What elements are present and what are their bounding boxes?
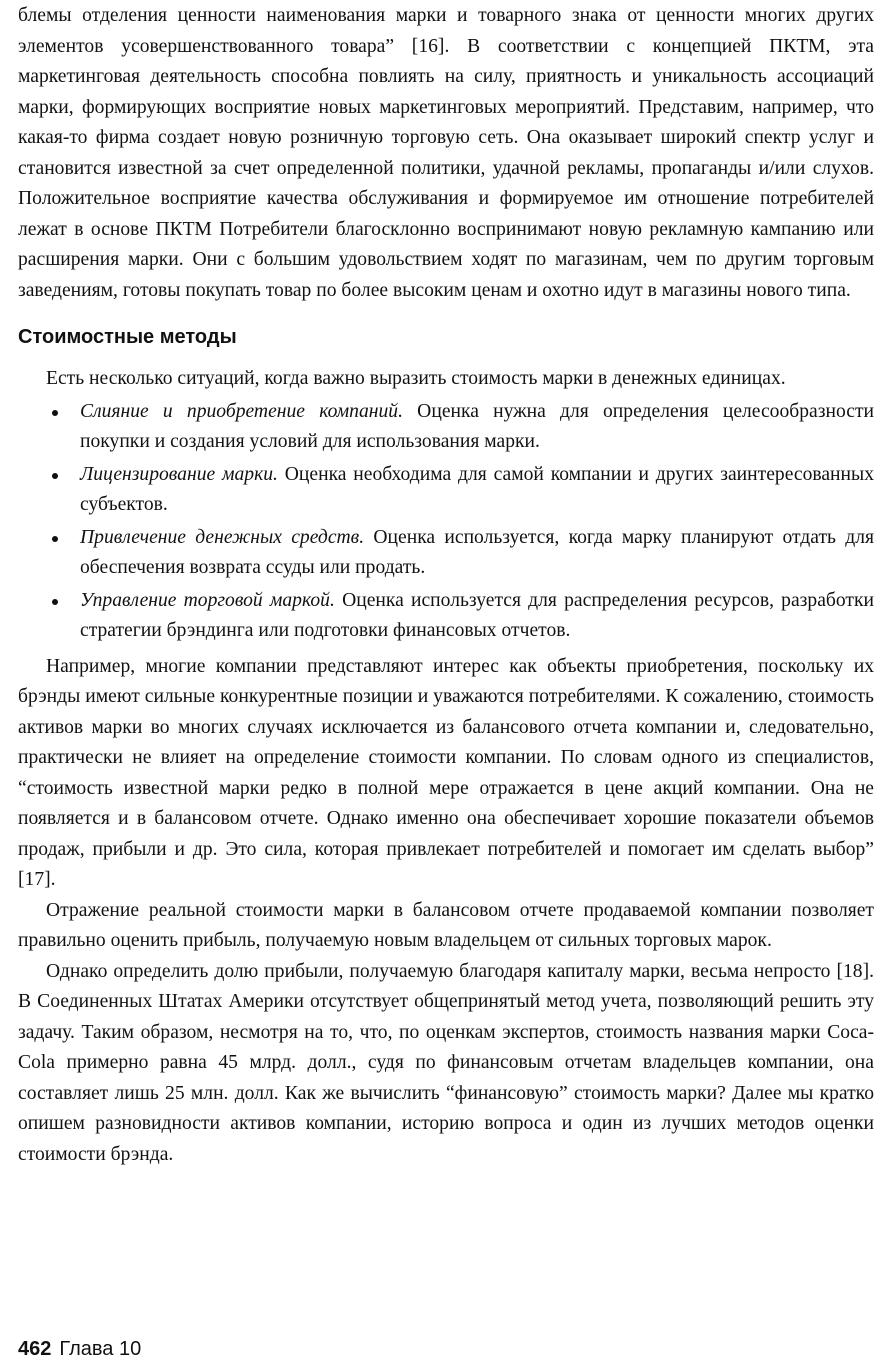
document-page [18, 0, 874, 1368]
bullet-text: Оценка необходима для самой компании и других заинтересованных субъектов. [80, 463, 874, 515]
list-item [18, 586, 874, 646]
bullet-list [18, 397, 874, 646]
body-paragraph: Отражение реальной стоимости марки в балансовом отчете продаваемой компании позволяет правильно оценить прибыль, получаемую новым владельцем от сильных торговых марок. [18, 899, 874, 951]
chapter-label: Глава 10 [59, 1338, 142, 1360]
bullet-text: Оценка нужна для определения целесообразности покупки и создания условий для использования марки. [80, 400, 874, 452]
bullet-icon [52, 410, 58, 416]
page-number: 462 [18, 1338, 52, 1360]
section-heading: Стоимостные методы [18, 326, 237, 348]
body-paragraph: Однако определить долю прибыли, получаемую благодаря капиталу марки, весьма непросто [18]. В Соединенных Штатах Америки отсутствует общепринятый метод учета, позволяющий решить эту задачу. Таким образом, несмотря на то, что, по оценкам экспертов, стоимость названия марки Coca-Cola примерно равна 45 млрд. долл., судя по финансовым отчетам владельцев компании, она составляет лишь 25 млн. долл. Как же вычислить “финансовую” стоимость марки? Далее мы кратко опишем разновидности активов компании, историю вопроса и один из лучших методов оценки стоимости брэнда. [18, 960, 874, 1165]
bullet-term: Привлечение денежных средств. [80, 526, 365, 548]
bullet-term: Управление торговой маркой. [80, 589, 335, 611]
lead-paragraph: Есть несколько ситуаций, когда важно выразить стоимость марки в денежных единицах. [46, 368, 786, 389]
page-footer [18, 1336, 141, 1362]
intro-paragraph: блемы отделения ценности наименования марки и товарного знака от ценности многих других элементов усовершенствованного товара” [16]. В соответствии с концепцией ПКТМ, эта маркетинговая деятельность способна повлиять на силу, приятность и уникальность ассоциаций марки, формирующих восприятие новых маркетинговых мероприятий. Представим, например, что какая-то фирма создает новую розничную торговую сеть. Она оказывает широкий спектр услуг и становится известной за счет определенной политики, удачной рекламы, пропаганды и/или слухов. Положительное восприятие качества обслуживания и формируемое им отношение потребителей лежат в основе ПКТМ Потребители благосклонно воспринимают новую рекламную кампанию или расширения марки. Они с большим удовольствием ходят по магазинам, чем по другим торговым заведениям, готовы покупать товар по более высоким ценам и охотно идут в магазины нового типа. [18, 5, 874, 301]
bullet-icon [52, 599, 58, 605]
list-item [18, 523, 874, 583]
bullet-text: Оценка используется, когда марку планируют отдать для обеспечения возврата ссуды или продать. [80, 526, 874, 578]
list-item [18, 460, 874, 520]
body-paragraph: Например, многие компании представляют интерес как объекты приобретения, поскольку их брэнды имеют сильные конкурентные позиции и уважаются потребителями. К сожалению, стоимость активов марки во многих случаях исключается из балансового отчета компании и, следовательно, практически не влияет на определение стоимости компании. По словам одного из специалистов, “стоимость известной марки редко в полной мере отражается в цене акций компании. Она не появляется и в балансовом отчете. Однако именно она обеспечивает хорошие показатели объемов продаж, прибыли и др. Это сила, которая привлекает потребителей и помогает им сделать выбор” [17]. [18, 655, 874, 890]
bullet-icon [52, 473, 58, 479]
bullet-text: Оценка используется для распределения ресурсов, разработки стратегии брэндинга или подготовки финансовых отчетов. [80, 589, 874, 641]
bullet-term: Лицензирование марки. [80, 463, 278, 485]
list-item [18, 397, 874, 457]
bullet-term: Слияние и приобретение компаний. [80, 400, 403, 422]
bullet-icon [52, 536, 58, 542]
